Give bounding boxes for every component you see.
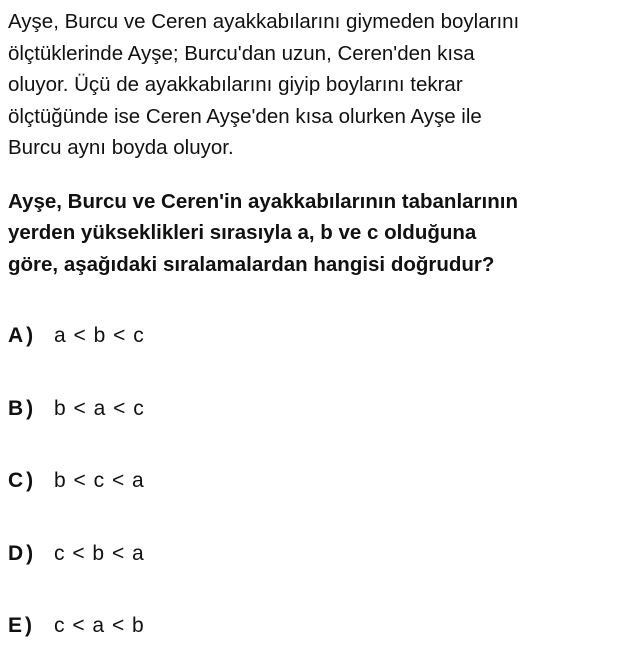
option-letter: C) xyxy=(8,469,37,493)
option-text: a < b < c xyxy=(54,324,145,348)
option-letter: E) xyxy=(8,614,35,638)
stem-line: oluyor. Üçü de ayakkabılarını giyip boylarını tekrar xyxy=(8,73,463,96)
option-letter: D) xyxy=(8,541,37,565)
option-c[interactable] xyxy=(8,445,633,518)
option-text: c < b < a xyxy=(54,541,145,565)
option-letter: A) xyxy=(8,324,37,348)
stem-line: Burcu aynı boyda oluyor. xyxy=(8,136,234,159)
answer-options xyxy=(8,300,633,663)
question-prompt xyxy=(8,186,633,281)
stem-line: Ayşe, Burcu ve Ceren ayakkabılarını giymeden boylarını xyxy=(8,10,520,33)
stem-line: ölçtüğünde ise Ceren Ayşe'den kısa olurken Ayşe ile xyxy=(8,104,482,128)
option-e[interactable] xyxy=(8,590,633,663)
option-b[interactable] xyxy=(8,373,633,446)
option-letter: B) xyxy=(8,396,37,420)
option-text: b < a < c xyxy=(54,396,145,420)
prompt-line: Ayşe, Burcu ve Ceren'in ayakkabılarının tabanlarının xyxy=(8,189,518,213)
stem-line: ölçtüklerinde Ayşe; Burcu'dan uzun, Ceren'den kısa xyxy=(8,41,475,65)
option-a[interactable] xyxy=(8,300,633,373)
prompt-line: göre, aşağıdaki sıralamalardan hangisi doğrudur? xyxy=(8,252,495,276)
option-d[interactable] xyxy=(8,518,633,591)
option-text: b < c < a xyxy=(54,469,145,493)
option-text: c < a < b xyxy=(54,614,145,638)
question-stem xyxy=(8,6,633,164)
prompt-line: yerden yükseklikleri sırasıyla a, b ve c olduğuna xyxy=(8,221,477,244)
